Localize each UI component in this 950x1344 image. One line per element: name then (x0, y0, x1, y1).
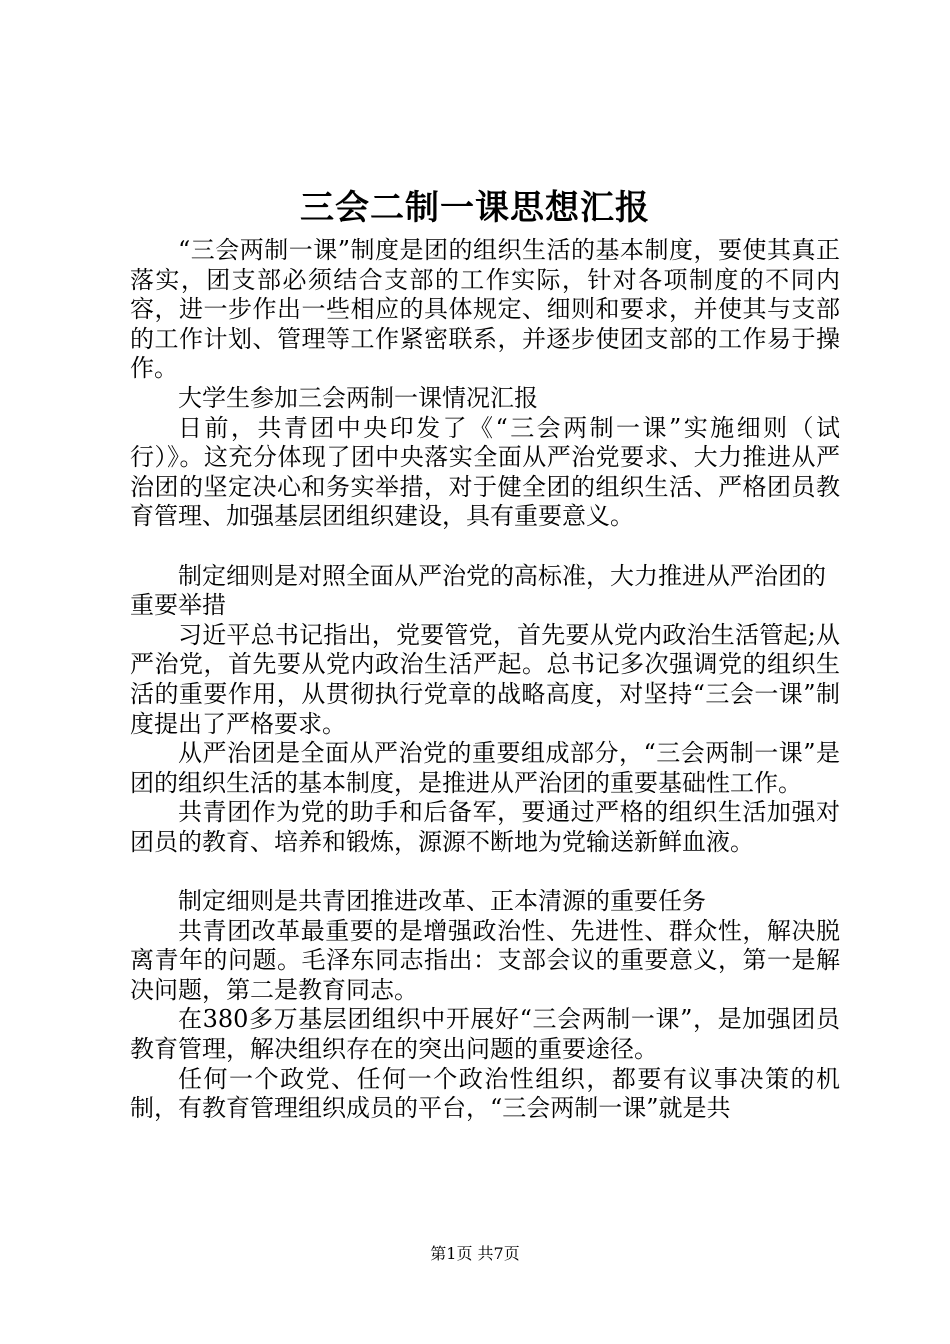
paragraph-heading-reform: 制定细则是共青团推进改革、正本清源的重要任务 (178, 887, 706, 916)
paragraph-news: 日前，共青团中央印发了《“三会两制一课”实施细则（试行）》。这充分体现了团中央落实全面从严治党要求、大力推进从严治团的坚定决心和务实举措，对于健全团的组织生活、严格团员教育管理、加强基层团组织建设，具有重要意义。 (130, 413, 840, 531)
paragraph-heading-standard: 制定细则是对照全面从严治党的高标准，大力推进从严治团的重要举措 (130, 561, 826, 620)
paragraph-xi-quote: 习近平总书记指出，党要管党，首先要从党内政治生活管起;从严治党，首先要从党内政治生活严起。总书记多次强调党的组织生活的重要作用，从贯彻执行党章的战略高度，对坚持“三会一课”制度提出了严格要求。 (130, 620, 840, 738)
document-body (130, 236, 840, 1124)
paragraph-reform: 共青团改革最重要的是增强政治性、先进性、群众性，解决脱离青年的问题。毛泽东同志指出：支部会议的重要意义，第一是解决问题，第二是教育同志。 (130, 916, 840, 1004)
paragraph-youth-league-role: 共青团作为党的助手和后备军，要通过严格的组织生活加强对团员的教育、培养和锻炼，源源不断地为党输送新鲜血液。 (130, 798, 840, 856)
blank-line (130, 532, 840, 562)
paragraph-grassroots: 在380多万基层团组织中开展好“三会两制一课”，是加强团员教育管理，解决组织存在的突出问题的重要途径。 (130, 1005, 840, 1064)
paragraph-heading-report: 大学生参加三会两制一课情况汇报 (178, 383, 538, 412)
blank-line (130, 857, 840, 887)
document-title: 三会二制一课思想汇报 (300, 188, 650, 228)
paragraph-strict-governance: 从严治团是全面从严治党的重要组成部分，“三会两制一课”是团的组织生活的基本制度，是推进从严治团的重要基础性工作。 (130, 739, 840, 797)
page-number: 第1页 共7页 (430, 1244, 520, 1263)
paragraph-intro: “三会两制一课”制度是团的组织生活的基本制度，要使其真正落实，团支部必须结合支部的工作实际，针对各项制度的不同内容，进一步作出一些相应的具体规定、细则和要求，并使其与支部的工作计划、管理等工作紧密联系，并逐步使团支部的工作易于操作。 (130, 236, 840, 383)
paragraph-mechanism: 任何一个政党、任何一个政治性组织，都要有议事决策的机制，有教育管理组织成员的平台，“三会两制一课”就是共 (130, 1064, 840, 1123)
